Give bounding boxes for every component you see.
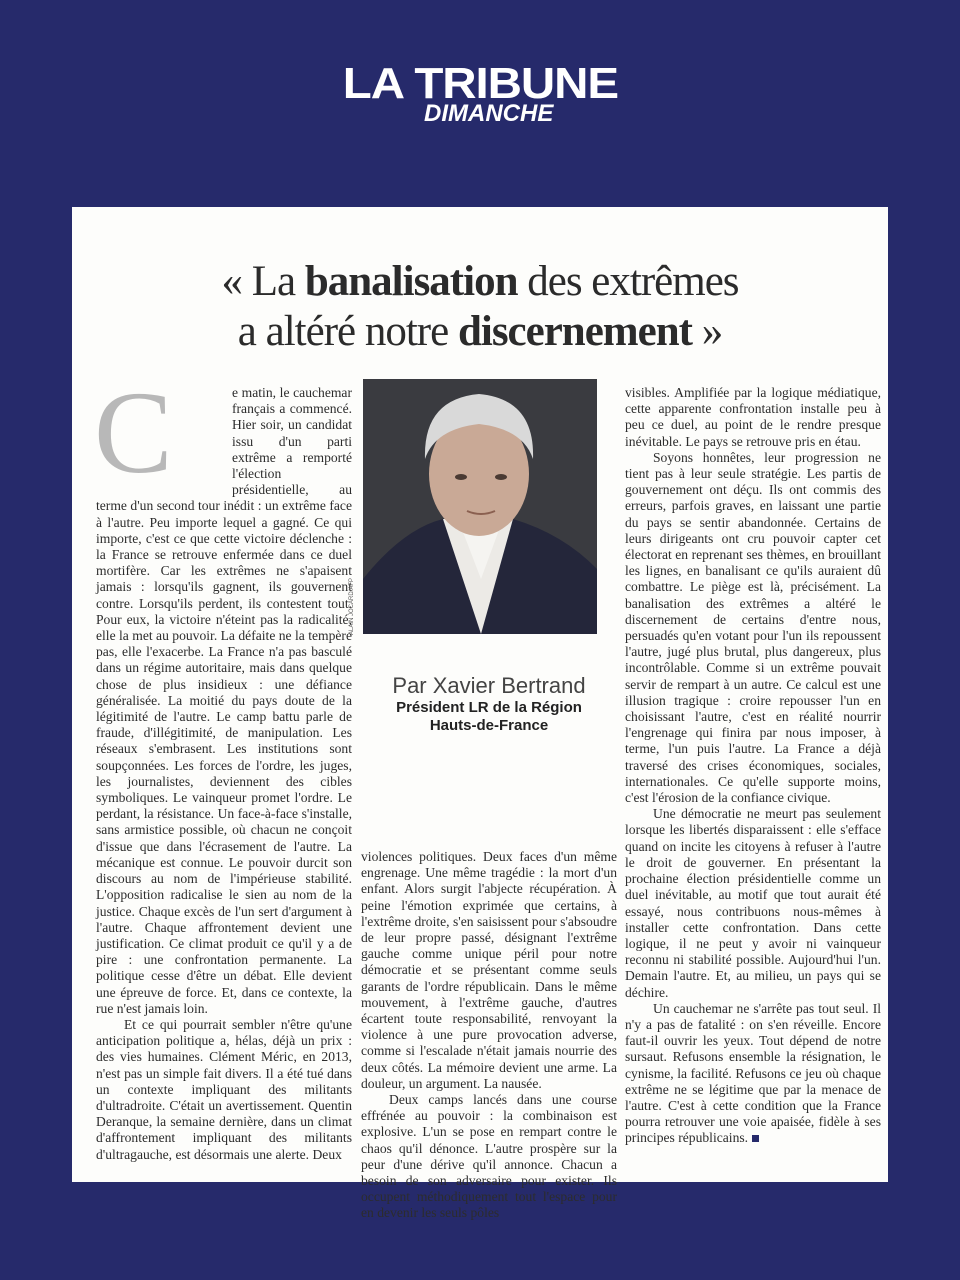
headline-bold-word: discernement	[457, 308, 692, 355]
article-column-3	[625, 385, 881, 1147]
masthead-subtitle: DIMANCHE	[424, 100, 554, 127]
masthead-logo	[0, 59, 960, 127]
article-column-2	[361, 849, 617, 1222]
article-headline	[72, 257, 888, 357]
paragraph-final	[625, 1001, 881, 1147]
headline-text: des extrêmes	[517, 258, 739, 305]
headline-text: »	[691, 308, 723, 355]
headline-text: « La	[221, 258, 305, 305]
author-title-line-1: Président LR de la Région	[396, 699, 582, 716]
headline-bold-word: banalisation	[304, 258, 518, 305]
paragraph: Soyons honnêtes, leur progression ne tient pas à leur seule stratégie. Les partis de gouvernement ont déçu. Ils ont commis des erreurs, parfois graves, en laissant une partie du pays se sentir abandonnée. Certains de leurs dirigeants ont cru pouvoir capter cet électorat en reprenant ses thèmes, en brouillant les lignes, en banalisant ce qu'ils auraient dû combattre. Le piège est là, précisément. La banalisation des extrêmes a altéré le discernement de certains d'entre nous, persuadés qu'en votant pour l'un ils repoussent l'autre, jugé plus brutal, plus dangereux, plus incontrôlable. Comme si un extrême pouvait servir de rempart à un autre. Ce calcul est une illusion tragique : croire repousser l'un en choisissant l'autre, c'est en réalité nourrir l'engrenage qui finira par nous imposer, à terme, l'un puis l'autre. La France a déjà traversé des crises économiques, sociales, internationales. Ce qu'elle supporte moins, c'est l'érosion de la confiance civique.	[625, 449, 881, 806]
paragraph: Et ce qui pourrait sembler n'être qu'une anticipation politique a, hélas, déjà un prix : des vies humaines. Clément Méric, en 2013, n'est pas un simple fait divers. Il a été tué dans un contexte impliquant des militants d'ultradroite. C'était un avertissement. Quentin Deranque, la semaine dernière, dans un climat d'affrontement impliquant des militants d'ultragauche, est désormais une alerte. Deux	[96, 1016, 352, 1162]
paragraph: Un cauchemar ne s'arrête pas tout seul. Il n'y a pas de fatalité : on s'en réveille. Encore faut-il ouvrir les yeux. Tout dépend de notre sursaut. Refusons ensemble la résignation, le cynisme, la facilité. Refusons ce jeu où chaque extrême ne se légitime que par la menace de l'autre. C'est à cette condition que la France pourra retrouver une voie apaisée, fidèle à ses principes républicains.	[625, 1000, 881, 1146]
paragraph: e matin, le cauchemar français a commencé. Hier soir, un candidat issu d'un parti extrême a remporté l'élection présidentielle, au terme d'un second tour inédit : un extrême face à l'autre. Peu importe lequel a gagné. Ce qui importe, c'est ce que cette victoire déclenche : la France se retrouve enfermée dans ce duel mortifère. Car les extrêmes ne s'apaisent jamais : lorsqu'ils gagnent, ils gouvernent contre. Lorsqu'ils perdent, ils contestent tout. Pour eux, la victoire n'éteint pas la radicalité, elle la met au pouvoir. La défaite ne la tempère pas, elle l'exacerbe. La France n'a pas basculé dans un régime autoritaire, mais dans quelque chose de plus insidieux : une défiance généralisée. La moitié du pays doute de la légitimité de l'autre. Le camp battu parle de fraude, d'illégitimité, de manipulation. Les réseaux s'embrasent. Les institutions sont soupçonnées. Les forces de l'ordre, les juges, les journalistes, deviennent des cibles symboliques. Le vainqueur promet l'ordre. Le perdant, la résistance. Un face-à-face s'installe, sans armistice possible, où chacun ne conçoit d'issue que dans l'écrasement de l'autre. La mécanique est connue. Le pouvoir durcit son discours au nom de l'impérieuse stabilité. L'opposition radicalise le sien au nom de la justice. Chaque excès de l'un sert d'argument à l'autre. Chaque affrontement devient une justification. Ce climat produit ce qu'il y a de pire : une confrontation permanente. La politique cesse d'être un débat. Elle devient une épreuve de force. Et, dans ce contexte, la rue n'est jamais loin.	[96, 385, 352, 1016]
byline	[361, 673, 617, 735]
paragraph: violences politiques. Deux faces d'un même engrenage. Une même tragédie : la mort d'un enfant. Alors surgit l'abjecte récupération. À peine l'émotion exprimée que certains, à l'extrême droite, s'en saisissent pour s'absoudre de leur propre passé, désignant l'extrême gauche comme unique péril pour notre démocratie et se présentant comme seuls garants de l'ordre républicain. Dans le même mouvement, à l'extrême gauche, d'autres écartent toute responsabilité, renvoyant la violence à une pure provocation adverse, comme si l'escalade n'était jamais nourrie des deux côtés. La mémoire devient une arme. La douleur, un argument. La nausée.	[361, 849, 617, 1091]
article-column-1	[94, 367, 352, 1163]
masthead-title: LA TRIBUNE	[342, 59, 618, 108]
photo-credit: ALAIN JOCARD/AFP	[349, 577, 355, 635]
author-name: Par Xavier Bertrand	[392, 673, 586, 698]
author-photo	[363, 379, 597, 634]
paragraph: Deux camps lancés dans une course effrénée au pouvoir : la combinaison est explosive. L'un se pose en rempart contre le chaos qu'il dénonce. L'autre prospère sur la peur d'une dérive qu'il annonce. Chacun a besoin de son adversaire pour exister. Ils occupent méthodiquement tout l'espace pour en devenir les seuls pôles	[361, 1092, 617, 1221]
paragraph: visibles. Amplifiée par la logique médiatique, cette apparente confrontation installe peu à peu ce duel, au point de le rendre presque inévitable. Le pays se retrouve pris en étau.	[625, 385, 881, 449]
article-page	[72, 207, 888, 1221]
headline-text: a altéré notre	[237, 308, 458, 355]
end-of-article-square-icon	[752, 1135, 759, 1142]
drop-cap: C	[94, 367, 173, 498]
paragraph: Une démocratie ne meurt pas seulement lorsque les libertés disparaissent : elle s'efface quand on incite les citoyens à refuser à l'autre le droit de gouverner. En présentant la prochaine élection présidentielle comme un duel inévitable, au motif que tout aurait été essayé, nous contribuons nous-mêmes à installer cette confrontation. Dans cette logique, il ne peut y avoir ni vainqueur reconnu ni stabilité possible. Aujourd'hui l'un. Demain l'autre. Et, au milieu, un pays qui se déchire.	[625, 806, 881, 1000]
portrait-image	[363, 379, 597, 634]
author-title-line-2: Hauts-de-France	[429, 717, 549, 734]
